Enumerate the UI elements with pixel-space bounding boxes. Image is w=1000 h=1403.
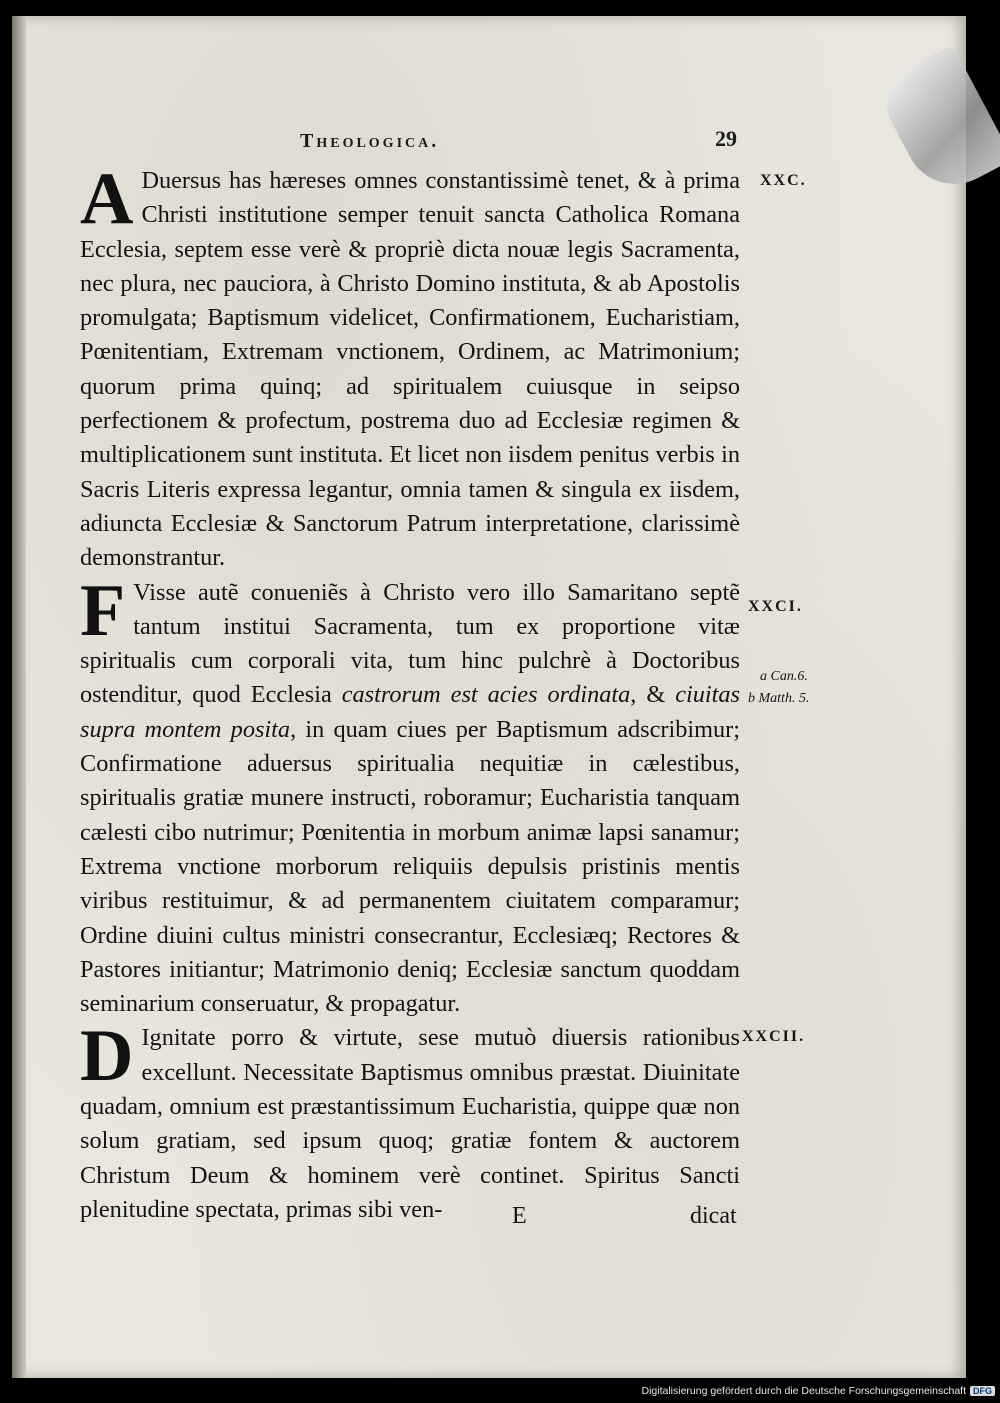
paragraph-text: Visse autẽ conueniẽs à Christo vero illo Samaritano septẽ tantum institui Sacramenta, tum ex proportione vitæ spiritualis cum corporali vita, tum hinc pulchrè à Doctoribus ostenditur, quod Ecclesia (80, 578, 740, 709)
reference-note: a Can.6. (760, 669, 808, 684)
margin-note: XXCI. (748, 598, 803, 615)
drop-initial: F (80, 569, 126, 652)
drop-initial: A (80, 158, 134, 240)
paragraph-2 (80, 569, 740, 1022)
paragraph-text: Duersus has hæreses omnes constantissimè tenet, & à prima Christi institutione semper tenuit sancta Catholica Romana Ecclesia, septem esse verè & propriè dicta nouæ legis Sacramenta, nec plura, nec pauciora, à Christo Domino instituta, & ab Apostolis promulgata; Baptismum videlicet, Confirmationem, Eucharistiam, Pœnitentiam, Extremam vnctionem, Ordinem, ac Matrimonium; quorum prima quinq; ad spiritualem cuiusque in seipso perfectionem & profectum, postrema duo ad Ecclesiæ regimen & multiplicationem sunt instituta. Et licet non iisdem penitus verbis in Sacris Literis expressa legantur, omnia tamen & singula ex iisdem, adiuncta Ecclesiæ & Sanctorum Patrum interpretatione, clarissimè demonstrantur. (80, 167, 740, 572)
main-text (80, 158, 740, 1227)
italic-quote: castrorum est acies ordinata (341, 681, 631, 709)
paragraph-text: , & (630, 681, 676, 709)
paragraph-text: Ignitate porro & virtute, sese mutuò diuersis rationibus excellunt. Necessitate Baptismus omnibus præstat. Diuinitate quadam, omnium est præstantissimum Eucharistia, quippe quæ non solum gratiam, sed ipsum quoq; gratiæ fontem & auctorem Christum Deum & hominem verè continet. Spiritus Sancti plenitudine spectata, primas sibi ven- (80, 1024, 740, 1223)
paragraph-3 (80, 1015, 740, 1227)
footer-credit (595, 1385, 995, 1401)
dfg-logo-icon: DFG (970, 1386, 995, 1396)
drop-initial: D (80, 1015, 134, 1098)
paragraph-1 (80, 158, 740, 576)
reference-note: b Matth. 5. (748, 691, 810, 706)
signature-mark: E (512, 1203, 527, 1229)
paragraph-text: , in quam ciues per Baptismum adscribimur; Confirmatione aduersus spiritualia nequitiæ in cælestibus, spiritualis gratiæ munere instructi, roboramur; Eucharistia tanquam cælesti cibo nutrimur; Pœnitentia in morbum animæ lapsi sanamur; Extrema vnctione morborum reliquiis depulsis pristinis mentis viribus restituimur, & ad permanentem ciuitatem comparamur; Ordine diuini cultus ministri consecrantur, Ecclesiæq; Rectores & Pastores initiantur; Matrimonio deniq; Ecclesiæ sanctum quoddam seminarium conseruatur, & propagatur. (80, 715, 740, 1018)
book-spine (12, 16, 26, 1378)
running-head: Theologica. (300, 130, 440, 152)
italic-quote: ciuitas supra montem posita (80, 681, 740, 743)
footer-text: Digitalisierung gefördert durch die Deutsche Forschungsgemeinschaft (641, 1385, 966, 1397)
catchword: dicat (690, 1203, 737, 1229)
margin-note: XXCII. (742, 1028, 806, 1045)
margin-note: XXC. (760, 172, 807, 189)
page-number: 29 (715, 126, 737, 151)
